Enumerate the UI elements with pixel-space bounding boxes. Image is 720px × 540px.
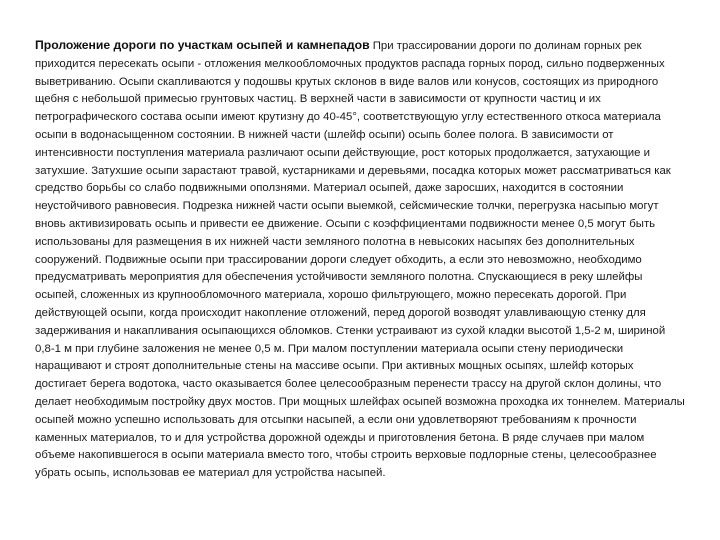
section-body-text: При трассировании дороги по долинам горных рек приходится пересекать осыпи - отложения мелкообломочных продуктов распада горных пород, сильно подверженных выветриванию. Осыпи скапливаются у подошвы крутых склонов в виде валов или конусов, состоящих из природного щебня с небольшой примесью грунтовых частиц. В верхней части в зависимости от крупности частиц и их петрографического состава осыпи имеют крутизну до 40-45°, соответствующую углу естественного откоса материала осыпи в водонасыщенном состоянии. В нижней части (шлейф осыпи) осыпь более полога. В зависимости от интенсивности поступления материала различают осыпи действующие, рост которых продолжается, затухающие и затухшие. Затухшие осыпи зарастают травой, кустарниками и деревьями, посадка которых может рассматриваться как средство борьбы со слабо подвижными оползнями. Материал осыпей, даже заросших, находится в состоянии неустойчивого равновесия. Подрезка нижней части осыпи выемкой, сейсмические толчки, перегрузка насыпью могут вновь активизировать осыпь и привести ее движение. Осыпи с коэффициентами подвижности менее 0,5 могут быть использованы для размещения в их нижней части земляного полотна в невысоких насыпях без дополнительных сооружений. Подвижные осыпи при трассировании дороги следует обходить, а если это невозможно, необходимо предусматривать мероприятия для обеспечения устойчивости земляного полотна. Спускающиеся в реку шлейфы осыпей, сложенных из крупнообломочного материала, хорошо фильтрующего, можно пересекать дорогой. При действующей осыпи, когда происходит накопление отложений, перед дорогой возводят улавливающую стенку для задерживания и накапливания осыпающихся обломков. Стенки устраивают из сухой кладки высотой 1,5-2 м, шириной 0,8-1 м при глубине заложения не менее 0,5 м. При малом поступлении материала осыпи стену периодически наращивают и строят дополнительные стены на массиве осыпи. При активных мощных осыпях, шлейф которых достигает берега водотока, часто оказывается более целесообразным перенести трассу на другой склон долины, что делает необходимым постройку двух мостов. При мощных шлейфах осыпей возможна проходка их тоннелем. Материалы осыпей можно успешно использовать для отсыпки насыпей, а если они удовлетворяют требованиям к прочности каменных материалов, то и для устройства дорожной одежды и приготовления бетона. В ряде случаев при малом объеме накопившегося в осыпи материала вместо того, чтобы строить верховые подлорные стены, целесообразнее убрать осыпь, использовав ее материал для устройства насыпей.	[35, 40, 685, 480]
section-heading: Проложение дороги по участкам осыпей и камнепадов	[35, 38, 370, 52]
document-paragraph	[35, 37, 687, 483]
